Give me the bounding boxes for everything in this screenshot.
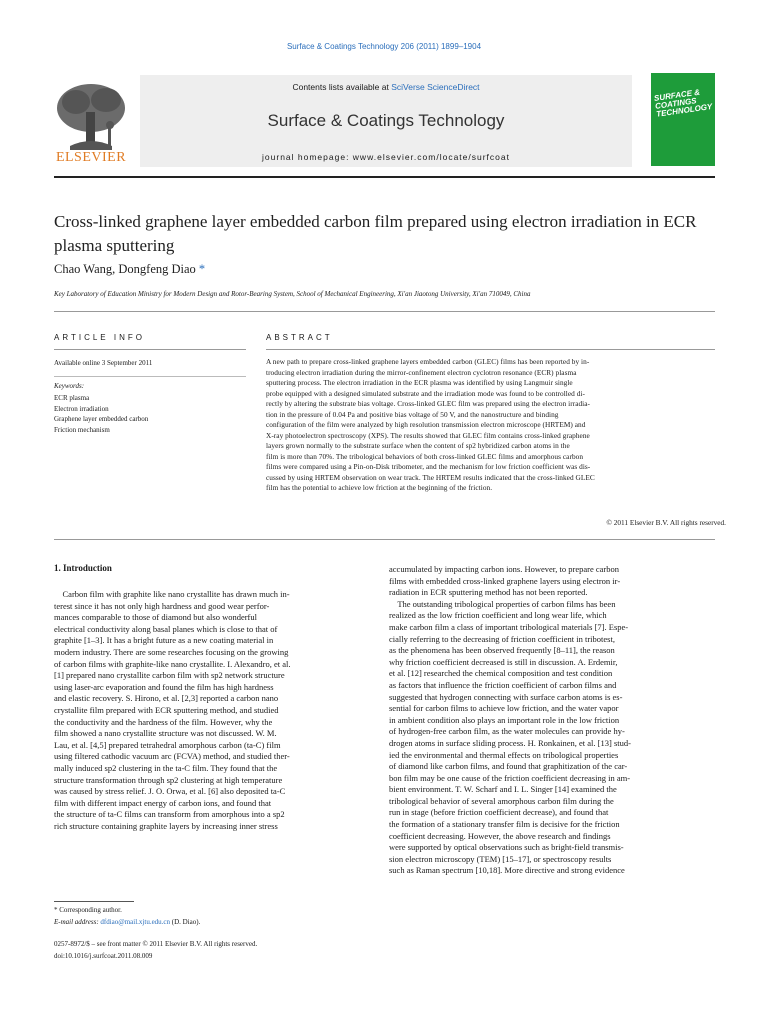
body-text-line: mances comparable to those of diamond but also wonderful (54, 612, 257, 623)
body-text-line: cially referring to the decreasing of friction coefficient in tribotest, (389, 633, 615, 644)
abstract-copyright: © 2011 Elsevier B.V. All rights reserved. (606, 518, 726, 527)
corresponding-author-mark[interactable]: * (198, 262, 206, 276)
body-text-line: crystallite film prepared with ECR sputtering method, and studied (54, 704, 279, 715)
abstract-line: sputtering process. The electron irradiation in the ECR plasma was identified by using Langmuir single (266, 378, 573, 387)
body-text-line: using laser-arc evaporation and found the film has high hardness (54, 681, 274, 692)
body-text-line: as the phenomena has been observed frequently [8–11], the reason (389, 645, 615, 656)
doi-line[interactable]: doi:10.1016/j.surfcoat.2011.08.009 (54, 952, 153, 960)
body-text-line: films with embedded cross-linked graphene layers using electron ir- (389, 575, 621, 586)
body-text-line: bon film may be one cause of the friction coefficient decreasing in am- (389, 772, 631, 783)
body-text-line: coefficient decreasing. However, the above research and findings (389, 830, 611, 841)
body-text-line: of hydrogen-free carbon film, as the water molecules can provide hy- (389, 726, 625, 737)
body-text-line: and elastic recovery. S. Hirono, et al. [2,3] reported a carbon nano (54, 693, 279, 704)
article-info-subrule (54, 376, 246, 377)
divider-rule (54, 539, 715, 540)
journal-cover-thumbnail[interactable] (651, 73, 715, 166)
keywords-list (54, 393, 148, 435)
contents-prefix: Contents lists available at (292, 82, 392, 92)
body-text-line: the formation of a stationary transfer film is decisive for the friction (389, 819, 620, 830)
journal-homepage[interactable]: journal homepage: www.elsevier.com/locate/surfcoat (262, 152, 510, 162)
sciencedirect-link[interactable]: SciVerse ScienceDirect (391, 82, 480, 92)
body-text-line: et al. [12] researched the chemical composition and test condition (389, 668, 613, 679)
header-rule (54, 176, 715, 178)
body-text-line: [1] prepared nano crystallite carbon film with sp2 network structure (54, 670, 285, 681)
article-info-heading: ARTICLE INFO (54, 333, 145, 342)
email-label: E-mail address: (54, 918, 101, 926)
keyword: ECR plasma (54, 394, 90, 402)
body-text-line: sion electron microscopy (TEM) [15–17], or spectroscopy results (389, 853, 612, 864)
body-text-line: film showed a nano crystallite structure was not discussed. W. M. (54, 728, 277, 739)
abstract-line: film is more than 70%. The tribological behaviors of both cross-linked GLEC films and amorphous carbon (266, 451, 584, 461)
body-text-line: in ambient condition also plays an important role in the low friction (389, 714, 620, 725)
abstract-line: probe equipped with a designed simulated substrate and the irradiation mode was found to be controlled di- (266, 388, 585, 398)
divider-rule (54, 311, 715, 312)
journal-title: Surface & Coatings Technology (267, 111, 505, 130)
body-text-line: accumulated by impacting carbon ions. However, to prepare carbon (389, 564, 620, 574)
body-text-line: electrical conductivity along basal planes which is close to that of (54, 623, 278, 634)
body-text-line: using filtered cathodic vacuum arc (FCVA) method, and studied ther- (54, 751, 290, 762)
keywords-heading: Keywords: (54, 382, 85, 390)
abstract-line: rectly by altering the substrate bias voltage. Cross-linked GLEC film was prepared using the electron irradia- (266, 399, 591, 408)
body-text-line: tribological behavior of several amorphous carbon film during the (389, 795, 614, 806)
email-suffix: (D. Diao). (170, 918, 201, 926)
body-text-line: suggested that hydrogen connecting with surface carbon atoms is es- (389, 691, 623, 702)
article-info-rule (54, 349, 246, 350)
body-text-line: radiation in ECR sputtering method has not been reported. (389, 587, 588, 598)
abstract-line: layers grown normally to the substrate surface when the content of sp2 hybridized carbon atoms in the (266, 441, 570, 450)
body-text-line: of diamond like carbon films, and found that graphitization of the car- (389, 761, 628, 772)
contents-line (140, 82, 632, 92)
body-text-line: make carbon film a class of important tribological materials [7]. Espe- (389, 621, 629, 632)
body-text-line: were supported by optical observations such as bright-field transmis- (389, 842, 624, 853)
author-email-line (54, 918, 200, 926)
body-text-line: of carbon films with graphite-like nano crystallite. I. Alexandro, et al. (54, 658, 291, 669)
body-column-left (54, 589, 380, 832)
body-text-line: modern industry. There are some researches focusing on the growing (54, 646, 289, 657)
abstract-line: X-ray photoelectron spectroscopy (XPS). The results showed that GLEC film contains cross-linked graphene (266, 430, 590, 440)
body-text-line: Carbon film with graphite like nano crystallite has drawn much in- (54, 589, 290, 599)
body-text-line: realized as the low friction coefficient and long wear life, which (389, 610, 607, 621)
abstract-body (266, 357, 726, 494)
abstract-line: films were compared using a Pin-on-Disk tribometer, and the mechanism for low friction coefficient was dis- (266, 462, 591, 471)
body-text-line: as factors that influence the friction coefficient of carbon films and (389, 679, 617, 690)
abstract-line: tion in the pressure of 0.04 Pa and positive bias voltage of 50 V, and the nanostructure and binding (266, 409, 559, 419)
body-text-line: drogen atoms in surface sliding process. H. Ronkainen, et al. [13] stud- (389, 737, 631, 748)
issn-line: 0257-8972/$ – see front matter © 2011 Elsevier B.V. All rights reserved. (54, 940, 258, 948)
body-text-line: run in stage (before friction coefficient decrease), and found that (389, 807, 609, 818)
available-online-date: Available online 3 September 2011 (54, 359, 153, 367)
article-title: Cross-linked graphene layer embedded carbon film prepared using electron irradiation in ECR plasma sputtering (54, 212, 697, 255)
abstract-line: troducing electron irradiation during the mirror-confinement electron cyclotron resonance (ECR) plasma (266, 367, 577, 377)
abstract-heading: ABSTRACT (266, 333, 333, 342)
author-affiliation: Key Laboratory of Education Ministry for Modern Design and Rotor-Bearing System, School of Mechanical Engineering, Xi'an Jiaotong University, Xi'an 710049, China (54, 290, 531, 298)
abstract-line: configuration of the film were analyzed by high resolution transmission electron microscope (HRTEM) and (266, 420, 586, 429)
abstract-line: A new path to prepare cross-linked graphene layers embedded carbon (GLEC) films has been reported by in- (266, 357, 590, 366)
footnote-rule (54, 901, 134, 902)
keyword: Graphene layer embedded carbon (54, 415, 149, 423)
abstract-line: film has the potential to achieve low friction at the beginning of the friction. (266, 483, 493, 492)
body-text-line: ied the environmental and thermal effects on tribological properties (389, 749, 619, 760)
body-text-line: the conductivity and the hardness of the film. However, why the (54, 716, 273, 727)
body-column-right (389, 564, 725, 877)
body-text-line: terest since it has not only high hardness and good wear perfor- (54, 600, 270, 611)
body-text-line: structure transformation through sp2 clustering at high temperature (54, 774, 283, 785)
corresponding-author-note: * Corresponding author. (54, 906, 122, 914)
keyword: Electron irradiation (54, 404, 109, 413)
body-text-line: film with different impact energy of carbon ions, and found that (54, 797, 272, 808)
author-email-link[interactable]: dfdiao@mail.xjtu.edu.cn (100, 918, 171, 926)
body-text-line: rich structure containing graphite layers by increasing inner stress (54, 820, 278, 831)
journal-citation[interactable]: Surface & Coatings Technology 206 (2011) 1899–1904 (286, 42, 482, 51)
keyword: Friction mechanism (54, 425, 110, 434)
cover-title: SURFACE & COATINGS TECHNOLOGY (653, 87, 713, 119)
section-heading-introduction: 1. Introduction (54, 563, 112, 573)
abstract-rule (266, 349, 715, 350)
body-text-line: graphite [1–3]. It has a bright future as a new coating material in (54, 635, 274, 646)
body-text-line: was caused by stress relief. J. O. Orwa, et al. [6] also deposited ta-C (54, 786, 286, 797)
elsevier-wordmark: ELSEVIER (55, 150, 127, 165)
body-text-line: mally induced sp2 clustering in the ta-C film. They found that the (54, 762, 278, 773)
abstract-line: cussed by using HRTEM observation on wear track. The HRTEM results indicated that the cross-linked GLEC (266, 472, 595, 482)
author-names: Chao Wang, Dongfeng Diao (54, 262, 196, 276)
body-text-line: Lau, et al. [4,5] prepared tetrahedral amorphous carbon (ta-C) film (54, 739, 281, 750)
body-text-line: The outstanding tribological properties of carbon films has been (389, 598, 616, 609)
body-text-line: such as Raman spectrum [10,18]. More directive and strong evidence (389, 865, 625, 876)
body-text-line: bient environment. T. W. Scharf and I. L. Singer [14] examined the (389, 784, 617, 795)
body-text-line: why friction coefficient decreased is still in discussion. A. Erdemir, (389, 656, 618, 667)
body-text-line: the structure of ta-C films can transform from amorphous into a sp2 (54, 809, 285, 820)
body-text-line: sential for carbon films to achieve low friction, and the water vapor (389, 703, 619, 714)
author-list (54, 262, 205, 277)
